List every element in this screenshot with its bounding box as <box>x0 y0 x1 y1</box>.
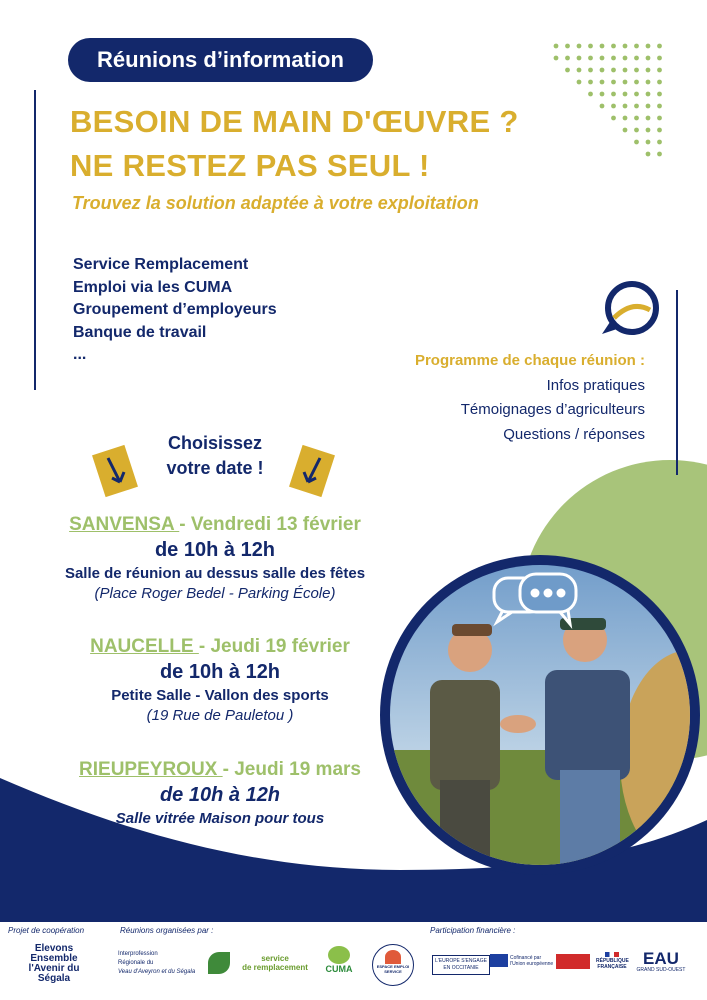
dot <box>657 128 662 133</box>
dot <box>646 140 651 145</box>
meeting-pill: Réunions d’information <box>68 38 373 82</box>
logo-eu-flag <box>490 954 508 967</box>
solution-item: Groupement d’employeurs <box>73 301 277 318</box>
dot <box>611 80 616 85</box>
dot <box>611 116 616 121</box>
dot <box>623 104 628 109</box>
dot <box>623 128 628 133</box>
dot <box>600 92 605 97</box>
dot <box>623 80 628 85</box>
date-heading <box>45 759 395 781</box>
dot <box>623 68 628 73</box>
logo-occitanie <box>556 954 590 969</box>
dot <box>611 104 616 109</box>
dot <box>657 68 662 73</box>
date-time: de 10h à 12h <box>159 661 281 683</box>
dot <box>657 152 662 157</box>
date-rieupeyroux <box>45 759 395 827</box>
logo-espace-emploi: ESPACE EMPLOI SERVICE <box>372 944 414 986</box>
dot <box>577 44 582 49</box>
dot <box>611 44 616 49</box>
date-address: (19 Rue de Pauletou ) <box>146 707 294 724</box>
dot <box>646 44 651 49</box>
dot <box>600 80 605 85</box>
headline-line-1: BESOIN DE MAIN D'ŒUVRE ? <box>70 104 519 139</box>
dot <box>600 104 605 109</box>
down-arrow-right-icon <box>289 445 335 497</box>
programme-item: Questions / réponses <box>503 425 645 443</box>
dot <box>646 80 651 85</box>
logo-leaf-icon <box>208 952 230 974</box>
left-divider-line <box>34 90 36 390</box>
solution-item: Banque de travail <box>73 323 207 341</box>
town-link[interactable]: NAUCELLE <box>90 636 199 657</box>
choose-line-1: Choisissez <box>167 433 263 453</box>
dot <box>611 68 616 73</box>
dot <box>565 68 570 73</box>
dot <box>646 56 651 61</box>
logo-eu-text: Cofinancé par l'Union européenne <box>510 955 554 967</box>
town-link[interactable]: SANVENSA <box>69 514 180 535</box>
dot <box>565 56 570 61</box>
solutions-list <box>73 254 277 367</box>
dot <box>611 56 616 61</box>
dot <box>646 68 651 73</box>
solution-item: Service Remplacement <box>73 256 249 273</box>
logo-service-remplacement: service de remplacement <box>242 954 308 972</box>
solution-item: ... <box>73 346 87 363</box>
dot <box>634 80 639 85</box>
dot <box>554 56 559 61</box>
logo-cuma: CUMA <box>322 946 356 974</box>
logo-interprofession: Interprofession Régionale du Veau d'Aveyron et du Ségala <box>118 951 196 975</box>
date-heading <box>45 636 395 658</box>
dot <box>588 80 593 85</box>
dot <box>611 92 616 97</box>
dot <box>646 92 651 97</box>
date-address: (Place Roger Bedel - Parking École) <box>94 585 336 602</box>
dot-pattern <box>554 44 662 157</box>
dot <box>634 116 639 121</box>
dot <box>554 44 559 49</box>
dot <box>634 92 639 97</box>
logo-eau-grand-sud-ouest: EAU GRAND SUD-OUEST <box>636 949 686 973</box>
dot <box>623 56 628 61</box>
right-divider-line <box>676 290 678 475</box>
subtitle: Trouvez la solution adaptée à votre exploitation <box>72 193 479 213</box>
dot <box>657 116 662 121</box>
date-place: Salle vitrée Maison pour tous <box>115 810 325 827</box>
programme-item: Infos pratiques <box>546 376 645 394</box>
footer-label-organised: Réunions organisées par : <box>120 926 214 935</box>
logo-europe-occitanie: L'EUROPE S'ENGAGE EN OCCITANIE <box>432 955 490 975</box>
dot <box>577 56 582 61</box>
date-time: de 10h à 12h <box>154 539 276 561</box>
date-day: - Jeudi 19 février <box>198 636 350 657</box>
dot <box>623 92 628 97</box>
dot <box>577 68 582 73</box>
dot <box>634 56 639 61</box>
dot <box>657 104 662 109</box>
dot <box>634 128 639 133</box>
choose-line-2: votre date ! <box>166 458 264 478</box>
dot <box>646 104 651 109</box>
dot <box>646 116 651 121</box>
dot <box>634 44 639 49</box>
programme-item: Témoignages d’agriculteurs <box>460 401 645 418</box>
date-time: de 10h à 12h <box>159 784 281 806</box>
dot <box>588 56 593 61</box>
headline-line-2: NE RESTEZ PAS SEUL ! <box>70 148 430 183</box>
logo-republique-francaise: RÉPUBLIQUE FRANÇAISE <box>596 952 628 970</box>
dot <box>588 92 593 97</box>
dot <box>600 56 605 61</box>
date-naucelle <box>45 636 395 724</box>
dot <box>657 92 662 97</box>
choose-date-heading <box>140 431 290 481</box>
date-sanvensa <box>40 514 390 602</box>
dot <box>623 116 628 121</box>
date-day: - Jeudi 19 mars <box>222 759 361 780</box>
dot <box>600 44 605 49</box>
programme-title: Programme de chaque réunion : <box>414 352 645 369</box>
down-arrow-left-icon <box>92 445 138 497</box>
programme <box>415 349 645 447</box>
footer-label-financial: Participation financière : <box>430 926 516 935</box>
date-heading <box>40 514 390 536</box>
dot <box>634 68 639 73</box>
dot <box>634 104 639 109</box>
dot <box>646 152 651 157</box>
dot <box>634 140 639 145</box>
chat-bubble-icon <box>602 284 656 334</box>
date-place: Petite Salle - Vallon des sports <box>111 687 329 704</box>
dot <box>657 44 662 49</box>
dot <box>577 80 582 85</box>
footer-label-cooperation: Projet de coopération <box>8 926 85 935</box>
dot <box>600 68 605 73</box>
town-link[interactable]: RIEUPEYROUX <box>79 759 223 780</box>
dot <box>588 44 593 49</box>
date-place: Salle de réunion au dessus salle des fêtes <box>64 565 366 582</box>
dot <box>565 44 570 49</box>
dot <box>657 56 662 61</box>
dot <box>657 140 662 145</box>
dot <box>588 68 593 73</box>
date-day: - Vendredi 13 février <box>179 514 361 535</box>
dot <box>623 44 628 49</box>
logo-elevons: Elevons Ensemble l'Avenir du Ségala <box>28 943 80 984</box>
dot <box>657 80 662 85</box>
dot <box>646 128 651 133</box>
solution-item: Emploi via les CUMA <box>73 278 233 296</box>
